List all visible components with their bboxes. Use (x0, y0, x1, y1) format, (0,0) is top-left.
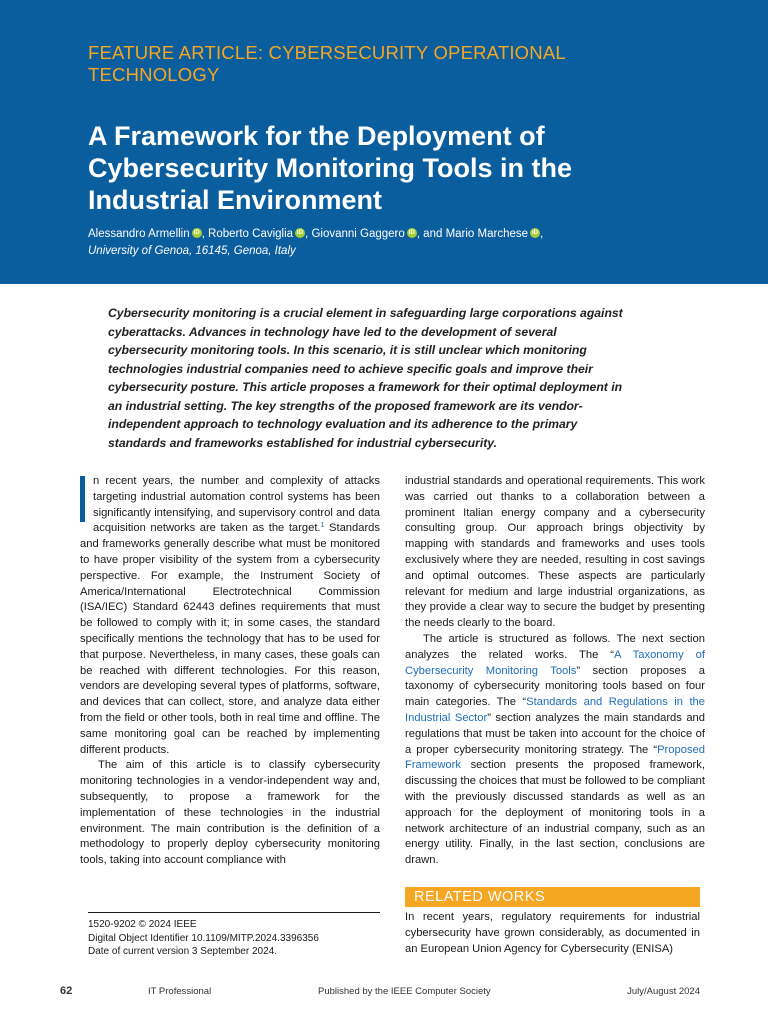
drop-cap-bar (80, 476, 85, 522)
body-column-right (405, 474, 705, 869)
author-name: Mario Marchese (445, 228, 529, 240)
orcid-icon[interactable]: iD (297, 230, 304, 236)
article-title (88, 120, 708, 216)
magazine-name: IT Professional (148, 986, 212, 997)
feature-label (88, 42, 708, 86)
orcid-icon[interactable]: iD (193, 230, 200, 236)
copyright-line: 1520-9202 © 2024 IEEE (88, 919, 197, 930)
body-paragraph: n recent years, the number and complexity of attacks targeting industrial automation control systems has been significantly intensifying, and supervisory control and data acquisition networks are taken as the target.$^1$ Standards and frameworks generally describe what must be monitored to have proper visibility of the system from a cybersecurity perspective. For example, the Instrument Society of America/International Electrotechnical Commission (ISA/IEC) Standard 62443 defines requirements that must be followed to comply with it; in some cases, the standard specifically mentions the technology that has to be used for that purpose. Nevertheless, in many cases, these goals can be reached with different technologies. For this reason, vendors are developing several types of platforms, software, and devices that can collect, store, and analyze data either from the field or other tools, both in real time and offline. The same monitoring goal can be reached by implementing different products. (80, 475, 381, 756)
page-footer (0, 985, 768, 1001)
page-number: 62 (60, 985, 73, 997)
author-name: Roberto Caviglia (208, 228, 294, 240)
section-heading: RELATED WORKS (405, 887, 700, 907)
title-line: Cybersecurity Monitoring Tools in the (88, 153, 573, 183)
orcid-icon[interactable]: iD (408, 230, 415, 236)
body-paragraph: In recent years, regulatory requirements for industrial cybersecurity have grown considerably, as documented in an European Union Agency for Cybersecurity (ENISA) (405, 911, 700, 955)
version-date-line: Date of current version 3 September 2024. (88, 946, 277, 957)
doi-line: Digital Object Identifier 10.1109/MITP.2024.3396356 (88, 932, 319, 944)
body-column-left (80, 474, 380, 869)
author-list: Alessandro Armellin iD , Roberto Caviglia iD , Giovanni Gaggero iD , and Mario Marchese iD , (88, 228, 544, 240)
abstract: Cybersecurity monitoring is a crucial element in safeguarding large corporations against cyberattacks. Advances in technology have led to the development of several cybersecurity monitoring tools. In this scenario, it is still unclear which monitoring technologies industrial companies need to achieve specific goals and improve their cybersecurity posture. This article proposes a framework for their optimal deployment in an industrial setting. The key strengths of the proposed framework are its vendor-independent approach to technology evaluation and its adherence to the primary standards and frameworks established for industrial cybersecurity. (108, 306, 623, 450)
body-paragraph: industrial standards and operational requirements. This work was carried out thanks to a collaboration between a prominent Italian energy company and a cybersecurity consulting group. Our approach brings objectivity by mapping with standards and frameworks and uses tools exclusively where they are needed, resulting in cost savings and optimal outcomes. These aspects are particularly relevant for medium and large industrial organizations, as they provide a clear way to secure the budget by presenting the needs clearly to the board. (405, 475, 705, 630)
publisher-line: Published by the IEEE Computer Society (318, 986, 491, 997)
reference-link[interactable]: 1 (320, 522, 325, 530)
footnote-divider (88, 912, 380, 913)
footnote (88, 918, 388, 959)
orcid-icon[interactable]: iD (532, 230, 539, 236)
title-line: A Framework for the Deployment of (88, 121, 545, 151)
section-link[interactable]: Standards and Regulations in the Industrial Sector (405, 696, 705, 724)
body-paragraph: The aim of this article is to classify cybersecurity monitoring technologies in a vendor-independent way and, subsequently, to propose a framework for the implementation of these technologies in the industrial environment. The main contribution is the definition of a methodology to properly deploy cybersecurity monitoring tools, taking into account compliance with (80, 759, 380, 867)
section-link[interactable]: A Taxonomy of Cybersecurity Monitoring Tools (405, 648, 705, 677)
author-name: Giovanni Gaggero (311, 228, 405, 240)
feature-label-line: TECHNOLOGY (88, 64, 220, 85)
section-link[interactable]: Proposed Framework (405, 743, 705, 772)
affiliation: University of Genoa, 16145, Genoa, Italy (88, 245, 296, 257)
author-name: Alessandro Armellin (88, 228, 190, 240)
body-paragraph: The article is structured as follows. The next section analyzes the related works. The “A Taxonomy of Cybersecurity Monitoring Tools” section proposes a taxonomy of cybersecurity monitoring tools based on four main categories. The “Standards and Regulations in the Industrial Sector” section analyzes the main standards and regulations that must be taken into account for the choice of a proper cybersecurity monitoring strategy. The “Proposed Framework section presents the proposed framework, discussing the choices that must be followed to be compliant with the previously discussed standards as well as an approach for the deployment of monitoring tools in a network architecture of an industrial company, such as an energy utility. Finally, in the last section, conclusions are drawn. (405, 632, 706, 867)
feature-label-line: FEATURE ARTICLE: CYBERSECURITY OPERATIONAL (88, 42, 566, 63)
title-line: Industrial Environment (88, 185, 383, 215)
issue-date: July/August 2024 (627, 986, 700, 997)
